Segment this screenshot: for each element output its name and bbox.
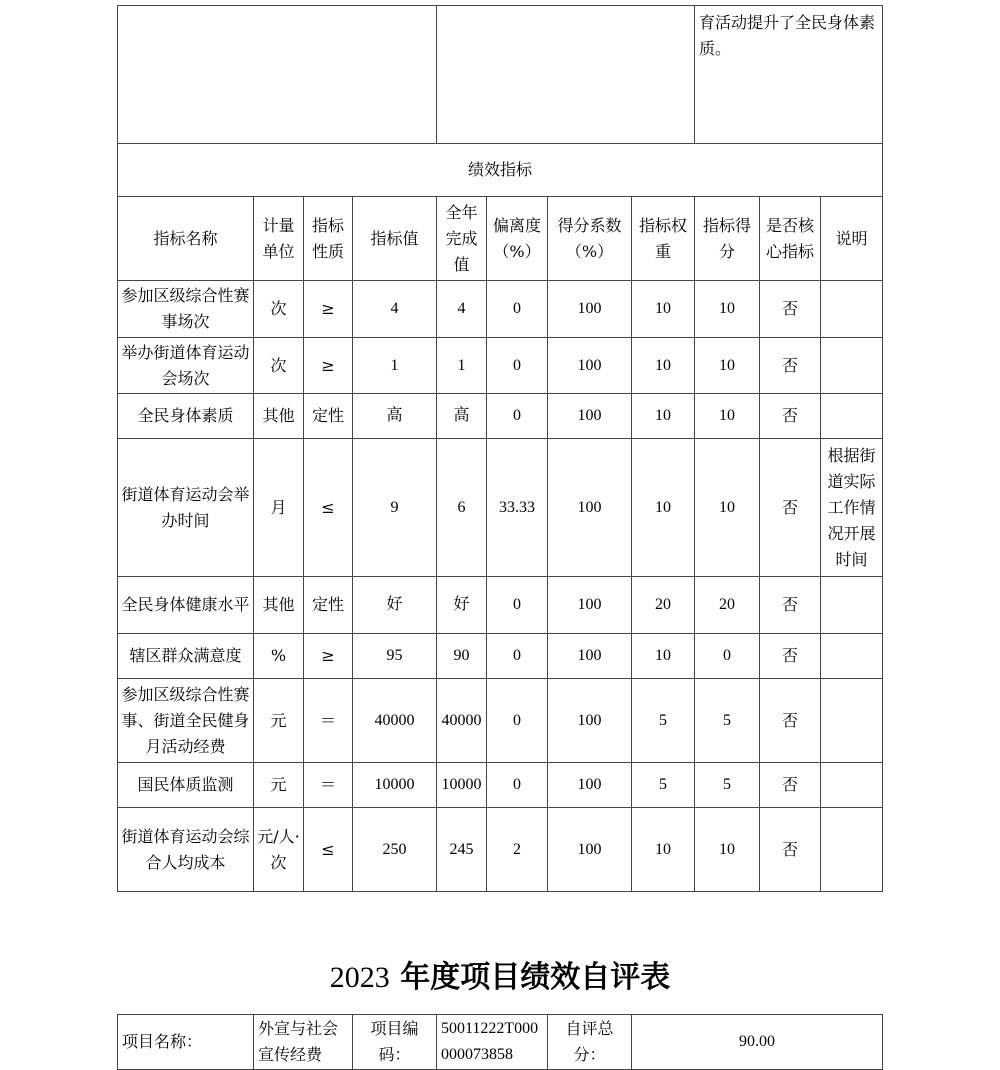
cell-deviation: 0 <box>487 679 548 763</box>
self-score-value: 90.00 <box>632 1015 883 1070</box>
header-nature: 指标性质 <box>304 197 353 281</box>
cell-target: 好 <box>353 577 437 634</box>
header-core: 是否核心指标 <box>760 197 821 281</box>
cell-nature: ≥ <box>304 634 353 679</box>
header-score: 指标得分 <box>695 197 760 281</box>
cell-coef: 100 <box>548 577 632 634</box>
cell-unit: 其他 <box>254 394 304 439</box>
cell-target: 95 <box>353 634 437 679</box>
cell-note <box>821 763 883 808</box>
cell-name: 举办街道体育运动会场次 <box>118 338 254 394</box>
cell-coef: 100 <box>548 338 632 394</box>
cell-score: 0 <box>695 634 760 679</box>
cell-coef: 100 <box>548 679 632 763</box>
cell-nature: 定性 <box>304 577 353 634</box>
description-cell: 育活动提升了全民身体素质。 <box>695 6 883 144</box>
cell-coef: 100 <box>548 439 632 577</box>
cell-core: 否 <box>760 338 821 394</box>
title-year: 2023 <box>329 961 390 994</box>
header-unit: 计量单位 <box>254 197 304 281</box>
cell-core: 否 <box>760 439 821 577</box>
cell-deviation: 0 <box>487 634 548 679</box>
header-note: 说明 <box>821 197 883 281</box>
table-row <box>118 808 883 892</box>
section-title: 绩效指标 <box>118 144 883 197</box>
empty-cell <box>437 6 695 144</box>
cell-target: 10000 <box>353 763 437 808</box>
cell-coef: 100 <box>548 394 632 439</box>
cell-note <box>821 679 883 763</box>
cell-deviation: 33.33 <box>487 439 548 577</box>
cell-deviation: 0 <box>487 281 548 338</box>
table-row <box>118 679 883 763</box>
header-row <box>118 197 883 281</box>
cell-target: 40000 <box>353 679 437 763</box>
cell-unit: % <box>254 634 304 679</box>
cell-name: 全民身体素质 <box>118 394 254 439</box>
project-code-label: 项目编码： <box>353 1015 437 1070</box>
cell-note <box>821 281 883 338</box>
table-row <box>118 577 883 634</box>
header-deviation: 偏离度（%） <box>487 197 548 281</box>
table-row <box>118 634 883 679</box>
table-row <box>118 763 883 808</box>
cell-weight: 20 <box>632 577 695 634</box>
cell-coef: 100 <box>548 808 632 892</box>
cell-unit: 月 <box>254 439 304 577</box>
cell-deviation: 0 <box>487 394 548 439</box>
cell-unit: 元/人·次 <box>254 808 304 892</box>
cell-note <box>821 808 883 892</box>
cell-weight: 5 <box>632 679 695 763</box>
cell-unit: 次 <box>254 338 304 394</box>
cell-core: 否 <box>760 281 821 338</box>
cell-note <box>821 634 883 679</box>
cell-core: 否 <box>760 679 821 763</box>
cell-deviation: 0 <box>487 763 548 808</box>
cell-actual: 6 <box>437 439 487 577</box>
project-name-label: 项目名称： <box>118 1015 254 1070</box>
project-name-value: 外宣与社会宣传经费 <box>254 1015 353 1070</box>
header-actual: 全年完成值 <box>437 197 487 281</box>
table-row <box>118 439 883 577</box>
cell-actual: 1 <box>437 338 487 394</box>
cell-score: 10 <box>695 394 760 439</box>
cell-deviation: 2 <box>487 808 548 892</box>
cell-actual: 40000 <box>437 679 487 763</box>
cell-coef: 100 <box>548 763 632 808</box>
cell-target: 4 <box>353 281 437 338</box>
cell-note <box>821 338 883 394</box>
cell-score: 10 <box>695 808 760 892</box>
cell-deviation: 0 <box>487 577 548 634</box>
cell-nature: 定性 <box>304 394 353 439</box>
cell-coef: 100 <box>548 634 632 679</box>
cell-unit: 次 <box>254 281 304 338</box>
cell-nature: ≥ <box>304 338 353 394</box>
cell-weight: 10 <box>632 281 695 338</box>
table-row <box>118 281 883 338</box>
cell-actual: 90 <box>437 634 487 679</box>
cell-actual: 好 <box>437 577 487 634</box>
cell-name: 国民体质监测 <box>118 763 254 808</box>
cell-nature: ＝ <box>304 679 353 763</box>
cell-name: 参加区级综合性赛事场次 <box>118 281 254 338</box>
self-score-label: 自评总分： <box>548 1015 632 1070</box>
header-target: 指标值 <box>353 197 437 281</box>
cell-core: 否 <box>760 634 821 679</box>
header-weight: 指标权重 <box>632 197 695 281</box>
cell-core: 否 <box>760 577 821 634</box>
cell-unit: 元 <box>254 763 304 808</box>
cell-nature: ＝ <box>304 763 353 808</box>
cell-note <box>821 394 883 439</box>
cell-target: 250 <box>353 808 437 892</box>
cell-core: 否 <box>760 394 821 439</box>
cell-score: 20 <box>695 577 760 634</box>
title-text: 年度项目绩效自评表 <box>400 960 671 995</box>
header-coef: 得分系数（%） <box>548 197 632 281</box>
top-continuation-row <box>118 6 883 144</box>
cell-note: 根据街道实际工作情况开展时间 <box>821 439 883 577</box>
cell-note <box>821 577 883 634</box>
cell-score: 10 <box>695 281 760 338</box>
cell-nature: ≤ <box>304 808 353 892</box>
cell-unit: 其他 <box>254 577 304 634</box>
header-name: 指标名称 <box>118 197 254 281</box>
project-info-table <box>117 1014 883 1070</box>
cell-core: 否 <box>760 763 821 808</box>
cell-actual: 4 <box>437 281 487 338</box>
cell-coef: 100 <box>548 281 632 338</box>
table-row <box>118 394 883 439</box>
cell-score: 5 <box>695 679 760 763</box>
page-title <box>0 958 1000 998</box>
cell-score: 5 <box>695 763 760 808</box>
cell-target: 高 <box>353 394 437 439</box>
cell-name: 参加区级综合性赛事、街道全民健身月活动经费 <box>118 679 254 763</box>
cell-name: 全民身体健康水平 <box>118 577 254 634</box>
cell-weight: 10 <box>632 439 695 577</box>
cell-unit: 元 <box>254 679 304 763</box>
table-row <box>118 338 883 394</box>
cell-actual: 245 <box>437 808 487 892</box>
cell-name: 辖区群众满意度 <box>118 634 254 679</box>
performance-indicator-table <box>117 5 883 892</box>
cell-nature: ≥ <box>304 281 353 338</box>
cell-name: 街道体育运动会举办时间 <box>118 439 254 577</box>
cell-weight: 10 <box>632 808 695 892</box>
cell-core: 否 <box>760 808 821 892</box>
cell-name: 街道体育运动会综合人均成本 <box>118 808 254 892</box>
cell-score: 10 <box>695 439 760 577</box>
empty-cell <box>118 6 437 144</box>
cell-deviation: 0 <box>487 338 548 394</box>
cell-score: 10 <box>695 338 760 394</box>
cell-weight: 10 <box>632 394 695 439</box>
project-code-value: 50011222T000000073858 <box>437 1015 548 1070</box>
cell-nature: ≤ <box>304 439 353 577</box>
cell-actual: 10000 <box>437 763 487 808</box>
cell-weight: 10 <box>632 634 695 679</box>
cell-target: 9 <box>353 439 437 577</box>
cell-weight: 5 <box>632 763 695 808</box>
cell-actual: 高 <box>437 394 487 439</box>
cell-weight: 10 <box>632 338 695 394</box>
cell-target: 1 <box>353 338 437 394</box>
